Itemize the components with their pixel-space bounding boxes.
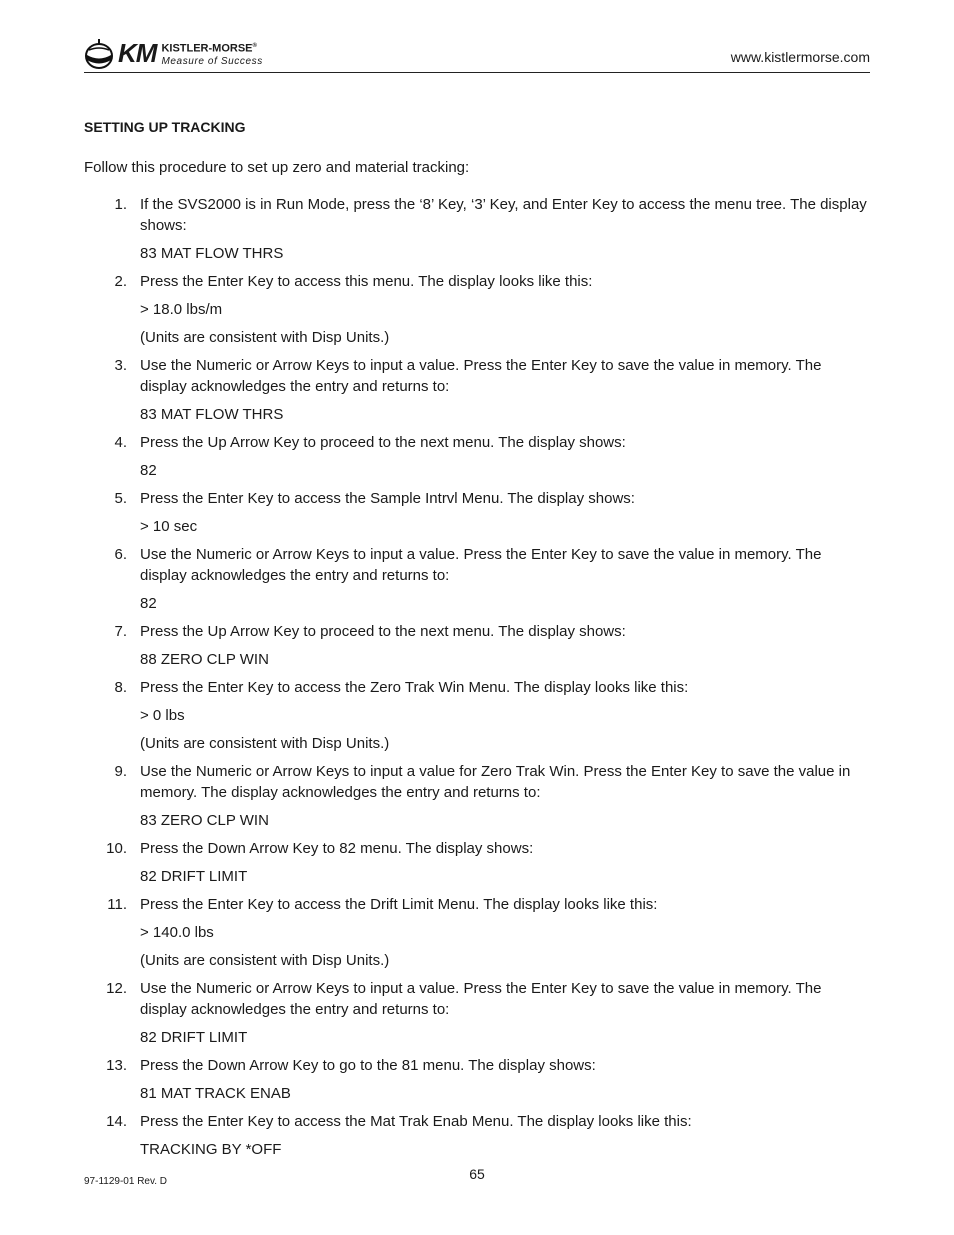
step-text: Use the Numeric or Arrow Keys to input a value. Press the Enter Key to save the value in memory. The display acknowledges the entry and returns to: bbox=[140, 546, 822, 584]
display-readout: 88 ZERO CLP WIN bbox=[140, 651, 269, 668]
step-number: 8. bbox=[114, 679, 127, 696]
step-text: If the SVS2000 is in Run Mode, press the ‘8’ Key, ‘3’ Key, and Enter Key to access the menu tree. The display shows: bbox=[140, 196, 867, 234]
section-title: SETTING UP TRACKING bbox=[84, 119, 246, 135]
procedure-steps bbox=[84, 194, 870, 1167]
display-readout: 83 MAT FLOW THRS bbox=[140, 406, 284, 423]
logo-brand-name: KISTLER-MORSE® bbox=[161, 42, 257, 55]
display-readout: > 140.0 lbs bbox=[140, 924, 214, 941]
procedure-step bbox=[84, 194, 870, 236]
display-readout: > 18.0 lbs/m bbox=[140, 301, 223, 318]
step-text: Use the Numeric or Arrow Keys to input a value. Press the Enter Key to save the value in memory. The display acknowledges the entry and returns to: bbox=[140, 980, 822, 1018]
step-number: 1. bbox=[114, 196, 127, 213]
procedure-step bbox=[84, 838, 870, 859]
display-readout: (Units are consistent with Disp Units.) bbox=[140, 952, 390, 969]
step-text: Press the Enter Key to access the Sample Intrvl Menu. The display shows: bbox=[140, 490, 635, 507]
logo-tagline: Measure of Success bbox=[161, 55, 263, 67]
page-header bbox=[84, 36, 870, 73]
step-number: 7. bbox=[114, 623, 127, 640]
display-readout: (Units are consistent with Disp Units.) bbox=[140, 735, 390, 752]
procedure-step bbox=[84, 1055, 870, 1076]
step-number: 11. bbox=[107, 896, 127, 913]
step-text: Press the Down Arrow Key to go to the 81 menu. The display shows: bbox=[140, 1057, 596, 1074]
step-number: 5. bbox=[114, 490, 127, 507]
procedure-step bbox=[84, 432, 870, 453]
display-readout: 82 bbox=[140, 462, 157, 479]
step-number: 10. bbox=[106, 840, 127, 857]
step-text: Press the Enter Key to access the Zero Trak Win Menu. The display looks like this: bbox=[140, 679, 689, 696]
document-number: 97-1129-01 Rev. D bbox=[84, 1176, 168, 1187]
procedure-step bbox=[84, 544, 870, 586]
display-readout: > 10 sec bbox=[140, 518, 198, 535]
step-text: Press the Enter Key to access this menu. The display looks like this: bbox=[140, 273, 593, 290]
display-readout: > 0 lbs bbox=[140, 707, 185, 724]
step-number: 12. bbox=[106, 980, 127, 997]
step-text: Press the Up Arrow Key to proceed to the next menu. The display shows: bbox=[140, 434, 626, 451]
step-text: Press the Enter Key to access the Mat Trak Enab Menu. The display looks like this: bbox=[140, 1113, 692, 1130]
step-number: 4. bbox=[114, 434, 127, 451]
procedure-step bbox=[84, 1111, 870, 1132]
step-number: 13. bbox=[106, 1057, 127, 1074]
procedure-step bbox=[84, 271, 870, 292]
kistler-morse-logo bbox=[84, 38, 263, 72]
step-text: Press the Down Arrow Key to 82 menu. The display shows: bbox=[140, 840, 534, 857]
step-number: 3. bbox=[114, 357, 127, 374]
km-globe-icon bbox=[84, 38, 114, 70]
step-number: 6. bbox=[114, 546, 127, 563]
website-url: www.kistlermorse.com bbox=[730, 49, 870, 65]
step-number: 14. bbox=[106, 1113, 127, 1130]
procedure-step bbox=[84, 677, 870, 698]
procedure-step bbox=[84, 894, 870, 915]
step-text: Use the Numeric or Arrow Keys to input a value for Zero Trak Win. Press the Enter Key to save the value in memory. The display acknowledges the entry and returns to: bbox=[140, 763, 851, 801]
procedure-step bbox=[84, 355, 870, 397]
step-text: Press the Enter Key to access the Drift Limit Menu. The display looks like this: bbox=[140, 896, 658, 913]
procedure-step bbox=[84, 978, 870, 1020]
display-readout: 83 MAT FLOW THRS bbox=[140, 245, 284, 262]
procedure-step bbox=[84, 621, 870, 642]
display-readout: 83 ZERO CLP WIN bbox=[140, 812, 269, 829]
intro-paragraph: Follow this procedure to set up zero and material tracking: bbox=[84, 159, 470, 176]
step-number: 9. bbox=[114, 763, 127, 780]
page-number: 65 bbox=[469, 1166, 485, 1182]
display-readout: 82 bbox=[140, 595, 157, 612]
step-text: Use the Numeric or Arrow Keys to input a value. Press the Enter Key to save the value in memory. The display acknowledges the entry and returns to: bbox=[140, 357, 822, 395]
procedure-step bbox=[84, 488, 870, 509]
step-number: 2. bbox=[114, 273, 127, 290]
display-readout: 82 DRIFT LIMIT bbox=[140, 1029, 248, 1046]
logo-initials: KM bbox=[118, 38, 157, 68]
display-readout: 81 MAT TRACK ENAB bbox=[140, 1085, 291, 1102]
display-readout: 82 DRIFT LIMIT bbox=[140, 868, 248, 885]
step-text: Press the Up Arrow Key to proceed to the next menu. The display shows: bbox=[140, 623, 626, 640]
display-readout: (Units are consistent with Disp Units.) bbox=[140, 329, 390, 346]
procedure-step bbox=[84, 761, 870, 803]
display-readout: TRACKING BY *OFF bbox=[140, 1141, 282, 1158]
